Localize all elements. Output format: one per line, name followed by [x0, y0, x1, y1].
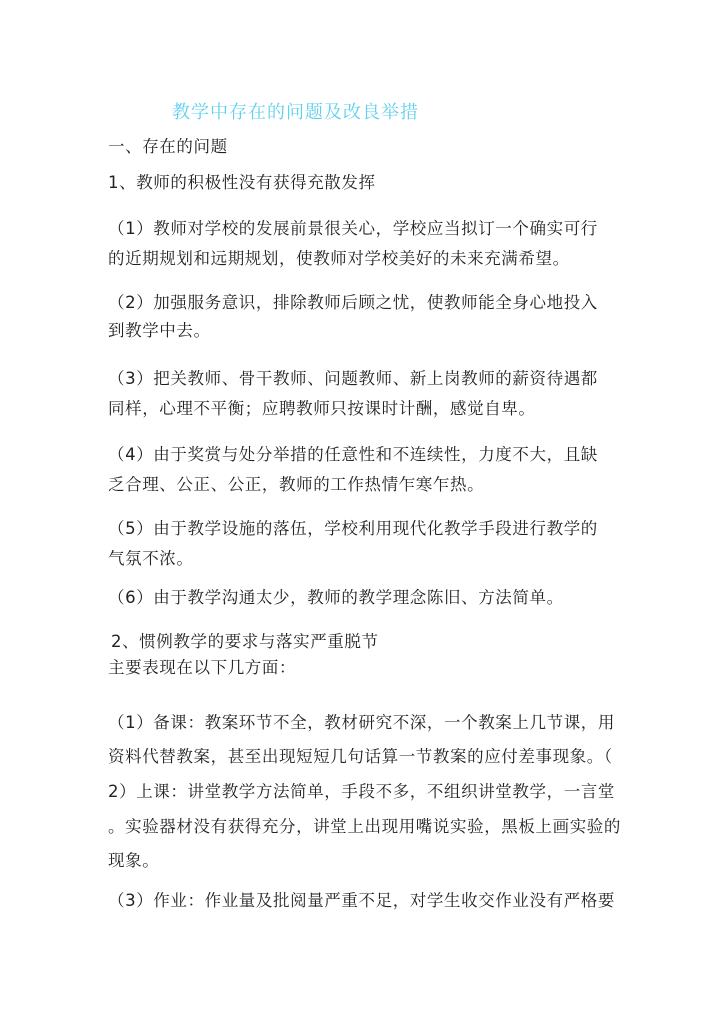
paragraph-line: 的近期规划和远期规划，使教师对学校美好的未来充满希望。 — [108, 249, 570, 268]
paragraph-line: （6）由于教学沟通太少，教师的教学理念陈旧、方法简单。 — [108, 588, 564, 607]
paragraph-line: 资料代替教案，甚至出现短短几句话算一节教案的应付差事现象。（ — [108, 747, 613, 766]
subsection-heading: 2、惯例教学的要求与落实严重脱节 — [111, 632, 379, 651]
paragraph-line: 2）上课：讲堂教学方法简单，手段不多，不组织讲堂教学，一言堂 — [108, 782, 615, 801]
subsection-heading: 1、教师的积极性没有获得充散发挥 — [108, 173, 376, 192]
paragraph-line: 乏合理、公正、公正，教师的工作热情乍寒乍热。 — [108, 475, 485, 494]
paragraph-line: （5）由于教学设施的落伍，学校利用现代化教学手段进行教学的 — [108, 519, 598, 538]
paragraph-line: 到教学中去。 — [108, 321, 211, 340]
paragraph-line: 。实验器材没有获得充分，讲堂上出现用嘴说实验，黑板上画实验的 — [108, 817, 621, 836]
paragraph-line: （2）加强服务意识，排除教师后顾之忧，使教师能全身心地投入 — [108, 293, 598, 312]
paragraph-line: 气氛不浓。 — [108, 549, 194, 568]
document-title: 教学中存在的问题及改良举措 — [172, 102, 419, 123]
section-heading: 一、存在的问题 — [108, 137, 228, 156]
paragraph-line: 主要表现在以下几方面： — [108, 658, 297, 677]
paragraph-line: （4）由于奖赏与处分举措的任意性和不连续性，力度不大，且缺 — [108, 445, 598, 464]
paragraph-line: （1）备课：教案环节不全，教材研究不深，一个教案上几节课，用 — [108, 713, 615, 732]
paragraph-line: （1）教师对学校的发展前景很关心，学校应当拟订一个确实可行 — [108, 219, 598, 238]
paragraph-line: 现象。 — [108, 851, 160, 870]
paragraph-line: （3）把关教师、骨干教师、问题教师、新上岗教师的薪资待遇都 — [108, 369, 598, 388]
paragraph-line: （3）作业：作业量及批阅量严重不足，对学生收交作业没有严格要 — [108, 891, 615, 910]
paragraph-line: 同样，心理不平衡；应聘教师只按课时计酬，感觉自卑。 — [108, 399, 536, 418]
